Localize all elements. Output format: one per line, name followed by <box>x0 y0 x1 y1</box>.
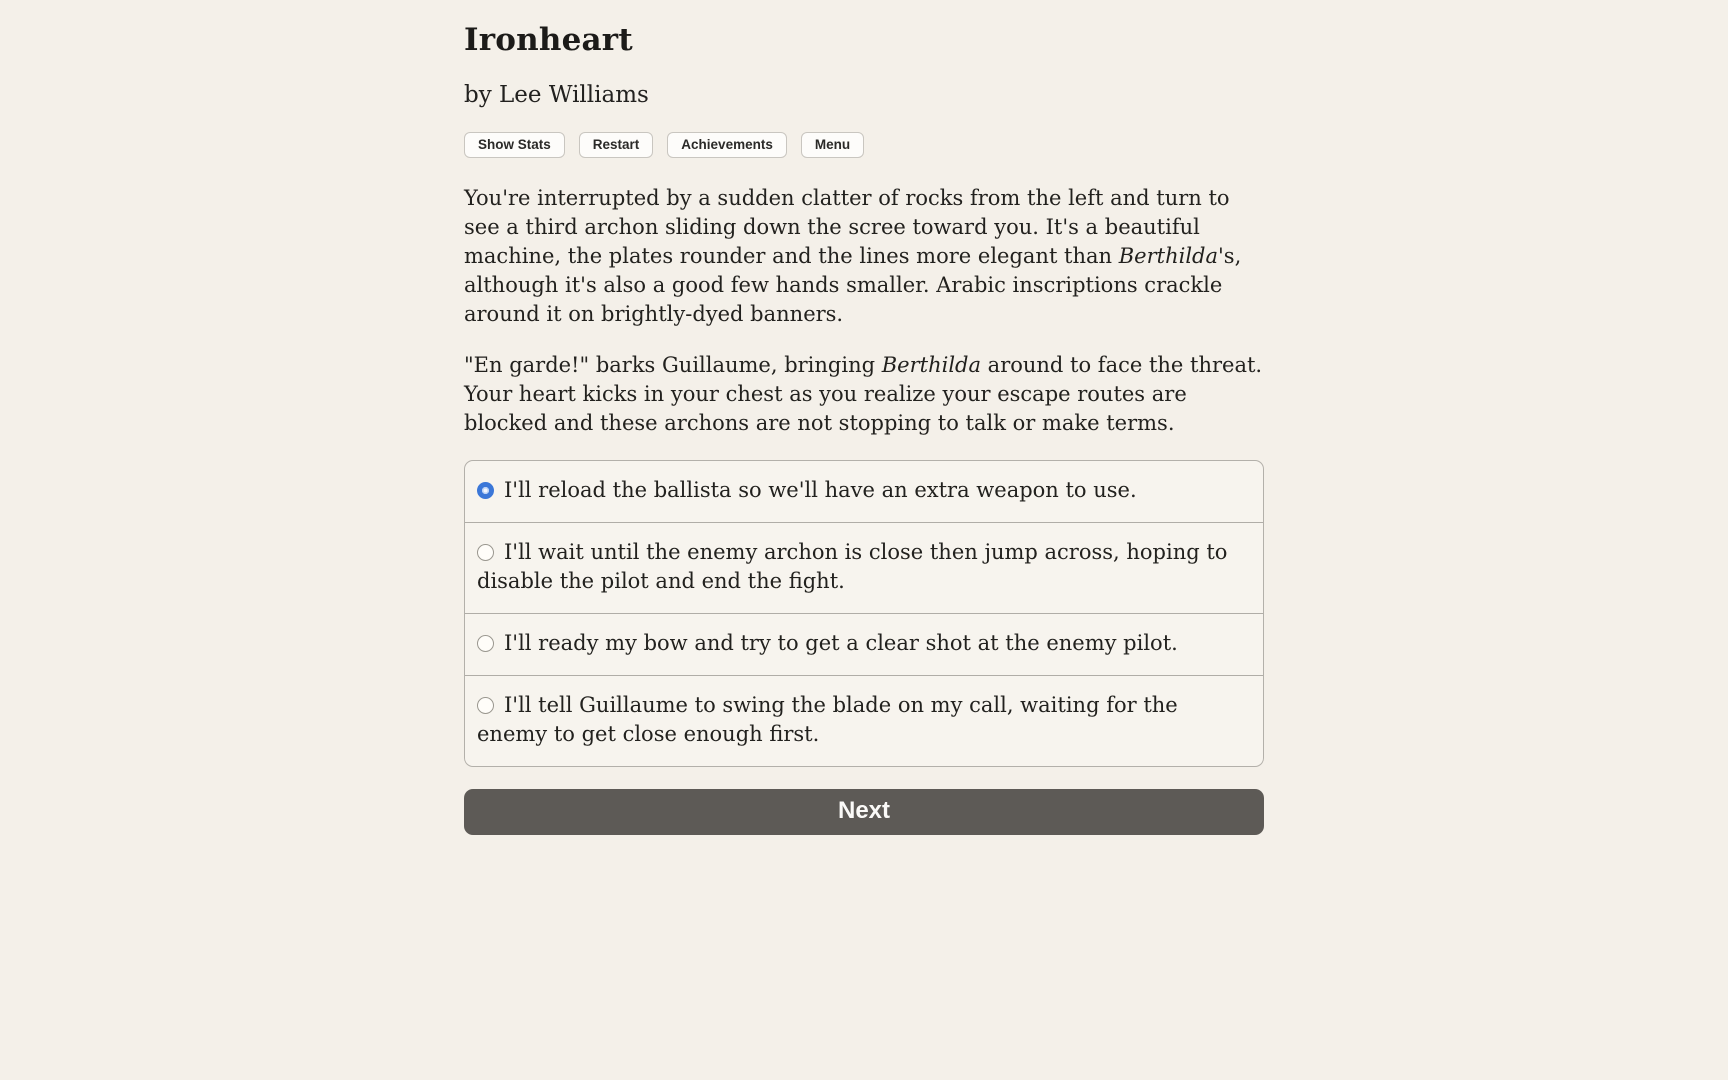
story-text <box>464 184 1264 438</box>
game-page <box>464 0 1264 835</box>
toolbar-button-show-stats[interactable]: Show Stats <box>464 132 565 158</box>
choice-option[interactable] <box>465 675 1263 766</box>
plain-text: "En garde!" barks Guillaume, bringing <box>464 353 882 377</box>
choice-option[interactable] <box>465 613 1263 675</box>
choice-option-label: I'll reload the ballista so we'll have an extra weapon to use. <box>504 478 1137 502</box>
radio-selected-icon[interactable] <box>477 482 494 499</box>
story-paragraph <box>464 351 1264 438</box>
radio-unselected-icon[interactable] <box>477 697 494 714</box>
game-byline: by Lee Williams <box>464 82 649 108</box>
game-title: Ironheart <box>464 22 633 58</box>
story-paragraph <box>464 184 1264 329</box>
italic-text: Berthilda <box>1118 244 1219 268</box>
next-button[interactable]: Next <box>464 789 1264 835</box>
toolbar-button-menu[interactable]: Menu <box>801 132 864 158</box>
radio-unselected-icon[interactable] <box>477 635 494 652</box>
plain-text: You're interrupted by a sudden clatter of rocks from the left and turn to see a third archon sliding down the scree toward you. It's a beautiful machine, the plates rounder and the lines more elegant than <box>464 186 1230 268</box>
choice-option-label: I'll wait until the enemy archon is close then jump across, hoping to disable the pilot and end the fight. <box>477 540 1228 593</box>
plain-text: 's, although it's also a good few hands smaller. Arabic inscriptions crackle around it on brightly-dyed banners. <box>464 244 1242 326</box>
choice-option[interactable] <box>465 461 1263 522</box>
choice-list <box>464 460 1264 767</box>
toolbar-button-restart[interactable]: Restart <box>579 132 654 158</box>
toolbar-button-achievements[interactable]: Achievements <box>667 132 787 158</box>
choice-option-label: I'll ready my bow and try to get a clear shot at the enemy pilot. <box>504 631 1178 655</box>
radio-unselected-icon[interactable] <box>477 544 494 561</box>
choice-option[interactable] <box>465 522 1263 613</box>
toolbar <box>464 132 1264 158</box>
plain-text: around to face the threat. Your heart kicks in your chest as you realize your escape routes are blocked and these archons are not stopping to talk or make terms. <box>464 353 1263 435</box>
italic-text: Berthilda <box>881 353 981 377</box>
choice-option-label: I'll tell Guillaume to swing the blade on my call, waiting for the enemy to get close enough first. <box>477 693 1178 746</box>
